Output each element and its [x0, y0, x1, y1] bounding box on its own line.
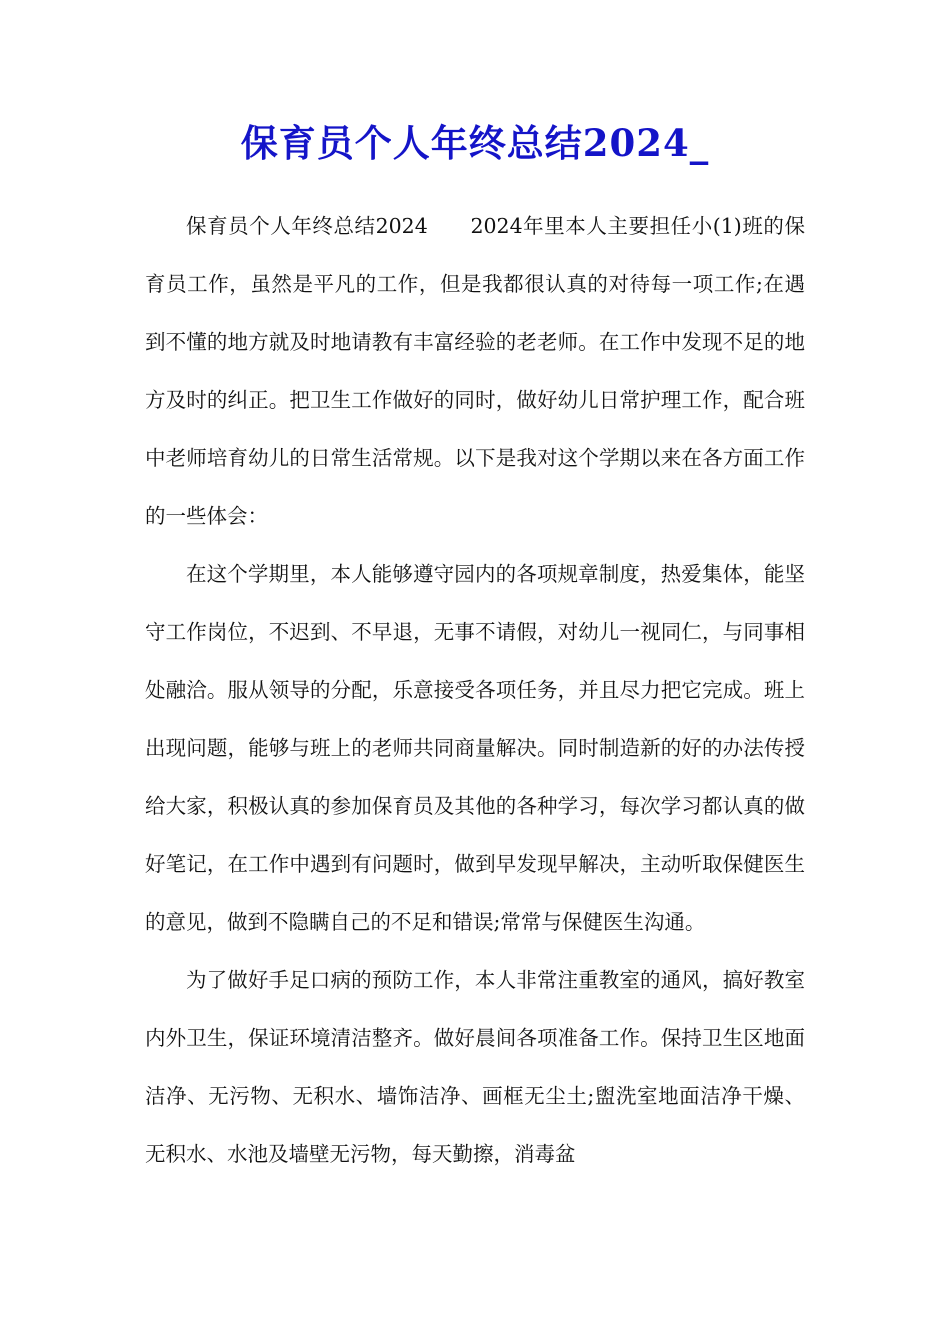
- paragraph-1: 保育员个人年终总结2024 2024年里本人主要担任小(1)班的保育员工作，虽然是平凡的工作，但是我都很认真的对待每一项工作;在遇到不懂的地方就及时地请教有丰富经验的老老师。在工作中发现不足的地方及时的纠正。把卫生工作做好的同时，做好幼儿日常护理工作，配合班中老师培育幼儿的日常生活常规。以下是我对这个学期以来在各方面工作的一些体会：: [145, 214, 805, 528]
- paragraph-2: 在这个学期里，本人能够遵守园内的各项规章制度，热爱集体，能坚守工作岗位，不迟到、不早退，无事不请假，对幼儿一视同仁，与同事相处融洽。服从领导的分配，乐意接受各项任务，并且尽力把它完成。班上出现问题，能够与班上的老师共同商量解决。同时制造新的好的办法传授给大家，积极认真的参加保育员及其他的各种学习，每次学习都认真的做好笔记，在工作中遇到有问题时，做到早发现早解决，主动听取保健医生的意见，做到不隐瞒自己的不足和错误;常常与保健医生沟通。: [145, 562, 805, 934]
- document-title: 保育员个人年终总结2024_: [240, 121, 710, 165]
- document-body: [145, 197, 805, 1183]
- paragraph-3: 为了做好手足口病的预防工作，本人非常注重教室的通风，搞好教室内外卫生，保证环境清洁整齐。做好晨间各项准备工作。保持卫生区地面洁净、无污物、无积水、墙饰洁净、画框无尘土;盥洗室地面洁净干燥、无积水、水池及墙壁无污物，每天勤擦，消毒盆: [145, 968, 805, 1166]
